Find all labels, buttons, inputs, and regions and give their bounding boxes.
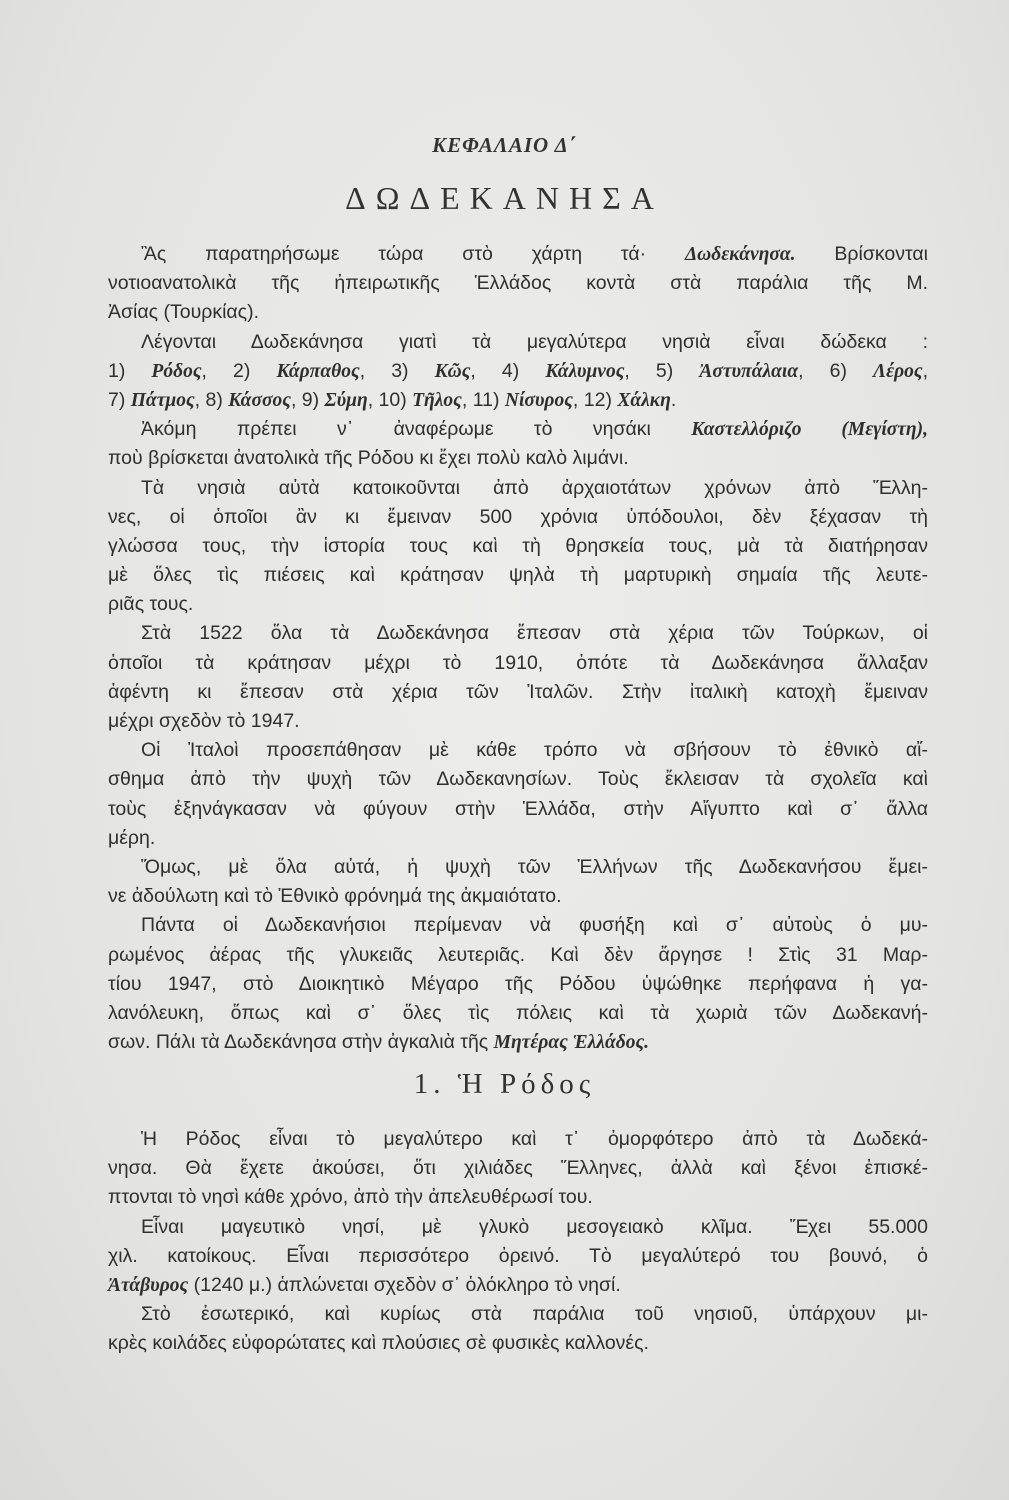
text-run: χιλ. κατοίκους. Εἶναι περισσότερο ὀρεινό. Τὸ μεγαλύτερό του βουνό, ὁ	[108, 1244, 928, 1267]
text-run: 7)	[108, 388, 131, 411]
text-run: Ἀκόμη πρέπει ν᾽ ἀναφέρωμε τὸ νησάκι	[141, 418, 692, 441]
text-run: ,	[922, 359, 928, 382]
text-line	[108, 1028, 928, 1057]
text-line	[108, 882, 928, 911]
text-line	[108, 678, 928, 707]
text-run: , 4)	[470, 359, 546, 382]
text-run: λανόλευκη, ὅπως καὶ σ᾽ ὅλες τὶς πόλεις καὶ τὰ χωριὰ τῶν Δωδεκανή-	[108, 1001, 928, 1024]
text-line	[108, 1300, 928, 1329]
text-run: Πάντα οἱ Δωδεκανήσιοι περίμεναν νὰ φυσήξη καὶ σ᾽ αὐτοὺς ὁ μυ-	[141, 914, 928, 937]
text-line	[108, 561, 928, 590]
text-line	[108, 1154, 928, 1183]
emphasized-term: Κάρπαθος	[276, 360, 360, 382]
text-run: Ἀσίας (Τουρκίας).	[108, 301, 259, 324]
text-run: τοὺς ἐξηνάγκασαν νὰ φύγουν στὴν Ἑλλάδα, στὴν Αἴγυπτο καὶ σ᾽ ἄλλα	[108, 797, 928, 820]
text-run: Στὰ 1522 ὅλα τὰ Δωδεκάνησα ἔπεσαν στὰ χέρια τῶν Τούρκων, οἱ	[141, 622, 928, 645]
text-line	[108, 590, 928, 619]
text-line	[108, 736, 928, 765]
text-run: .	[670, 388, 677, 411]
text-block-rhodes	[108, 1125, 928, 1359]
section-title: 1. Ἡ Ρόδος	[413, 1068, 596, 1100]
text-run: νε ἀδούλωτη καὶ τὸ Ἐθνικὸ φρόνημά της ἀκμαιότατο.	[108, 885, 562, 908]
text-run: νοτιοανατολικὰ τῆς ἠπειρωτικῆς Ἑλλάδος κοντὰ στὰ παράλια τῆς Μ.	[108, 272, 928, 295]
text-run: Τὰ νησιὰ αὐτὰ κατοικοῦνται ἀπὸ ἀρχαιοτάτων χρόνων ἀπὸ Ἕλλη-	[141, 476, 928, 499]
text-run: ἀφέντη κι ἔπεσαν στὰ χέρια τῶν Ἰταλῶν. Στὴν ἰταλικὴ κατοχὴ ἔμειναν	[108, 680, 928, 703]
text-run: ριᾶς τους.	[108, 593, 194, 616]
text-line	[108, 999, 928, 1028]
text-line	[108, 1271, 928, 1300]
text-run: , 6)	[798, 359, 874, 382]
text-block-dodecanese	[108, 240, 928, 1057]
emphasized-term: Δωδεκάνησα.	[684, 244, 796, 265]
text-run: πτονται τὸ νησὶ κάθε χρόνο, ἀπὸ τὴν ἀπελευθέρωσί του.	[108, 1186, 593, 1209]
text-line	[108, 941, 928, 970]
text-run: Ἂς παρατηρήσωμε τώρα στὸ χάρτη τά·	[141, 243, 685, 265]
text-run: , 12)	[572, 388, 618, 411]
text-line	[108, 474, 928, 503]
emphasized-term: Καστελλόριζο (Μεγίστη),	[691, 419, 929, 441]
text-line	[108, 707, 928, 736]
text-run: ποὺ βρίσκεται ἀνατολικὰ τῆς Ρόδου κι ἔχει πολὺ καλὸ λιμάνι.	[108, 447, 629, 470]
text-line	[108, 1329, 928, 1358]
text-run: Λέγονται Δωδεκάνησα γιατὶ τὰ μεγαλύτερα νησιὰ εἶναι δώδεκα :	[141, 330, 928, 353]
text-run: νησα. Θὰ ἔχετε ἀκούσει, ὅτι χιλιάδες Ἕλληνες, ἀλλὰ καὶ ξένοι ἐπισκέ-	[108, 1157, 928, 1180]
text-run: ὁποῖοι τὰ κράτησαν μέχρι τὸ 1910, ὁπότε τὰ Δωδεκάνησα ἄλλαξαν	[108, 651, 928, 674]
text-line	[108, 444, 928, 473]
text-line	[108, 415, 928, 444]
text-run: γλώσσα τους, τὴν ἱστορία τους καὶ τὴ θρησκεία τους, μὰ τὰ διατήρησαν	[108, 534, 928, 557]
text-line	[108, 503, 928, 532]
emphasized-term: Λέρος	[873, 360, 923, 382]
text-line	[108, 619, 928, 648]
emphasized-term: Κῶς	[434, 360, 471, 382]
text-line	[108, 970, 928, 999]
text-line	[108, 649, 928, 678]
text-line	[108, 1183, 928, 1212]
text-run: μέχρι σχεδὸν τὸ 1947.	[108, 710, 300, 732]
emphasized-term: Πάτμος	[130, 389, 195, 411]
text-run: Οἱ Ἰταλοὶ προσεπάθησαν μὲ κάθε τρόπο νὰ σβήσουν τὸ ἐθνικὸ αἴ-	[141, 739, 928, 762]
text-run: νες, οἱ ὁποῖοι ἂν κι ἔμειναν 500 χρόνια ὑπόδουλοι, δὲν ξέχασαν τὴ	[108, 505, 928, 528]
text-run: ρωμένος ἀέρας τῆς γλυκειᾶς λευτεριᾶς. Καὶ δὲν ἄργησε ! Στὶς 31 Μαρ-	[108, 943, 928, 966]
page-title: ΔΩΔΕΚΑΝΗΣΑ	[345, 180, 664, 216]
text-run: Βρίσκονται	[795, 243, 928, 265]
text-line	[108, 298, 928, 327]
text-line	[108, 1213, 928, 1242]
text-run: τίου 1947, στὸ Διοικητικὸ Μέγαρο τῆς Ρόδου ὑψώθηκε περήφανα ἡ γα-	[108, 972, 928, 995]
text-run: (1240 μ.) ἁπλώνεται σχεδὸν σ᾽ ὁλόκληρο τὸ νησί.	[188, 1273, 621, 1296]
emphasized-term: Κάσσος	[228, 389, 291, 411]
emphasized-term: Χάλκη	[617, 389, 671, 411]
text-run: , 5)	[624, 359, 700, 382]
text-line	[108, 240, 928, 269]
text-line	[108, 328, 928, 357]
text-run: , 9)	[290, 388, 325, 411]
text-run: , 8)	[194, 388, 229, 411]
emphasized-term: Ἀστυπάλαια	[699, 360, 799, 382]
text-line	[108, 532, 928, 561]
text-line	[108, 795, 928, 824]
emphasized-term: Νίσυρος	[504, 389, 573, 411]
text-run: Ἡ Ρόδος εἶναι τὸ μεγαλύτερο καὶ τ᾽ ὀμορφότερο ἀπὸ τὰ Δωδεκά-	[141, 1128, 928, 1150]
text-run: , 10)	[367, 388, 413, 411]
emphasized-term: Τῆλος	[412, 389, 462, 411]
text-run: σων. Πάλι τὰ Δωδεκάνησα στὴν ἀγκαλιὰ τῆς	[108, 1031, 494, 1054]
text-run: Στὸ ἐσωτερικό, καὶ κυρίως στὰ παράλια τοῦ νησιοῦ, ὑπάρχουν μι-	[141, 1303, 928, 1326]
text-run: μὲ ὅλες τὶς πιέσεις καὶ κράτησαν ψηλὰ τὴ μαρτυρικὴ σημαία τῆς λευτε-	[108, 564, 928, 587]
emphasized-term: Σύμη	[324, 389, 368, 411]
text-line	[108, 1242, 928, 1271]
text-line	[108, 357, 928, 386]
text-run: κρὲς κοιλάδες εὐφορώτατες καὶ πλούσιες σὲ φυσικὲς καλλονές.	[108, 1332, 649, 1355]
text-line	[108, 824, 928, 853]
text-run: 1)	[108, 359, 152, 382]
text-line	[108, 1125, 928, 1154]
text-run: , 11)	[461, 388, 505, 411]
emphasized-term: Μητέρας Ἑλλάδος.	[493, 1032, 650, 1054]
text-run: , 2)	[201, 359, 277, 382]
emphasized-term: Ἀτάβυρος	[108, 1274, 189, 1296]
text-run: Ὅμως, μὲ ὅλα αὐτά, ἡ ψυχὴ τῶν Ἑλλήνων τῆς Δωδεκανήσου ἔμει-	[141, 855, 928, 878]
text-line	[108, 269, 928, 298]
text-line	[108, 765, 928, 794]
emphasized-term: Κάλυμνος	[545, 360, 625, 382]
emphasized-term: Ρόδος	[151, 360, 202, 382]
text-line	[108, 911, 928, 940]
text-run: σθημα ἀπὸ τὴν ψυχὴ τῶν Δωδεκανησίων. Τοὺς ἔκλεισαν τὰ σχολεῖα καὶ	[108, 768, 928, 791]
text-run: μέρη.	[108, 826, 156, 849]
chapter-heading: ΚΕΦΑΛΑΙΟ Δ΄	[432, 133, 577, 157]
text-run: , 3)	[359, 359, 435, 382]
text-line	[108, 853, 928, 882]
text-line	[108, 386, 928, 415]
text-run: Εἶναι μαγευτικὸ νησί, μὲ γλυκὸ μεσογειακὸ κλῖμα. Ἔχει 55.000	[141, 1215, 928, 1238]
